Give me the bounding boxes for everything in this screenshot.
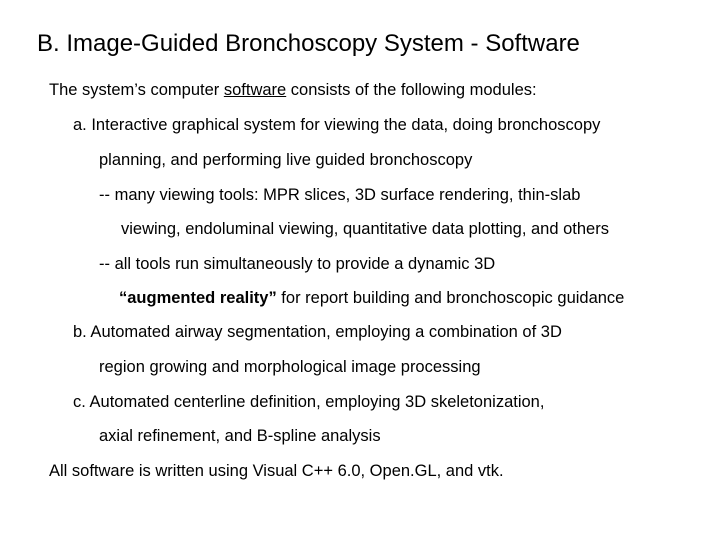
item-c-line2: axial refinement, and B-spline analysis [99, 427, 381, 445]
closing-line: All software is written using Visual C++ 6.0, Open.GL, and vtk. [49, 462, 504, 480]
item-b-line1: b. Automated airway segmentation, employing a combination of 3D [73, 323, 562, 341]
item-a-sub2-line2 [119, 288, 624, 308]
slide-title: B. Image-Guided Bronchoscopy System - Software [37, 30, 580, 57]
item-a-line1: a. Interactive graphical system for viewing the data, doing bronchoscopy [73, 116, 601, 134]
item-a-sub1-line2: viewing, endoluminal viewing, quantitative data plotting, and others [121, 220, 609, 238]
intro-text-after: consists of the following modules: [286, 81, 537, 99]
item-a-sub2-rest: for report building and bronchoscopic guidance [276, 289, 625, 307]
item-a-sub2-line1: -- all tools run simultaneously to provide a dynamic 3D [99, 255, 496, 273]
intro-line [49, 80, 537, 100]
item-c-line1: c. Automated centerline definition, employing 3D skeletonization, [73, 393, 545, 411]
item-a-line2: planning, and performing live guided bronchoscopy [99, 151, 473, 169]
item-a-sub1-line1: -- many viewing tools: MPR slices, 3D surface rendering, thin-slab [99, 186, 581, 204]
augmented-reality-emphasis: “augmented reality” [119, 289, 277, 307]
intro-text-before: The system’s computer [49, 81, 224, 99]
item-b-line2: region growing and morphological image processing [99, 358, 481, 376]
intro-underlined-word: software [223, 81, 287, 99]
